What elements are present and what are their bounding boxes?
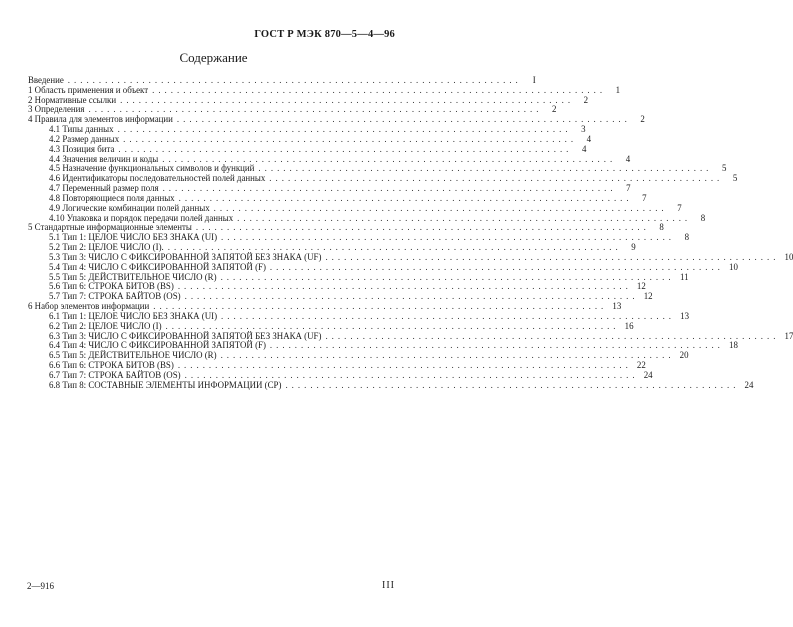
toc-entry-title: 6.4 Тип 4: ЧИСЛО С ФИКСИРОВАННОЙ ЗАПЯТОЙ (F) <box>49 340 266 351</box>
toc-leader-dots: ......................................................................... <box>269 340 724 351</box>
toc-leader-dots: ......................................................................... <box>285 379 740 390</box>
toc-entry-title: 6.3 Тип 3: ЧИСЛО С ФИКСИРОВАННОЙ ЗАПЯТОЙ БЕЗ ЗНАКА (UF) <box>49 330 322 341</box>
toc-leader-dots: ......................................................................... <box>167 242 622 253</box>
toc-leader-dots: ......................................................................... <box>221 232 676 243</box>
toc-leader-dots: ......................................................................... <box>177 281 632 292</box>
toc-leader-dots: ......................................................................... <box>165 320 620 331</box>
toc-entry-title: 6.6 Тип 6: СТРОКА БИТОВ (BS) <box>49 360 174 371</box>
toc-entry-title: 3 Определения <box>28 104 85 115</box>
toc-entry-page: 4 <box>625 153 631 164</box>
page-title: Содержание <box>179 50 248 65</box>
toc-entry-page: 24 <box>643 369 653 380</box>
toc-leader-dots: ......................................................................... <box>162 153 617 164</box>
table-of-contents <box>28 75 793 391</box>
toc-entry-title: 6 Набор элементов информации <box>28 301 150 312</box>
toc-leader-dots: ......................................................................... <box>221 310 676 321</box>
toc-leader-dots: ......................................................................... <box>152 84 607 95</box>
toc-entry-page: 18 <box>729 340 738 351</box>
toc-leader-dots: ......................................................................... <box>162 183 617 194</box>
toc-entry-title: 4.6 Идентификаторы последовательностей полей данных <box>49 173 266 184</box>
toc-entry-title: 6.8 Тип 8: СОСТАВНЫЕ ЭЛЕМЕНТЫ ИНФОРМАЦИИ (CP) <box>49 379 282 390</box>
toc-leader-dots: ......................................................................... <box>184 369 639 380</box>
toc-entry-title: 5.4 Тип 4: ЧИСЛО С ФИКСИРОВАННОЙ ЗАПЯТОЙ (F) <box>49 261 266 272</box>
toc-entry-title: 4.2 Размер данных <box>49 133 120 144</box>
toc-entry-page: 12 <box>636 281 646 292</box>
toc-entry-title: 6.5 Тип 5: ДЕЙСТВИТЕЛЬНОЕ ЧИСЛО (R) <box>49 350 217 361</box>
toc-leader-dots: ......................................................................... <box>237 212 692 223</box>
toc-entry-page: 9 <box>631 242 636 253</box>
toc-entry-title: 5.3 Тип 3: ЧИСЛО С ФИКСИРОВАННОЙ ЗАПЯТОЙ БЕЗ ЗНАКА (UF) <box>49 251 322 262</box>
toc-entry-title: 4.7 Переменный размер поля <box>49 183 159 194</box>
toc-leader-dots: ......................................................................... <box>117 124 572 135</box>
toc-entry-page: 2 <box>583 94 589 105</box>
toc-entry-page: 5 <box>732 173 738 184</box>
toc-entry-page: 5 <box>721 163 727 174</box>
toc-entry-page: I <box>532 75 536 85</box>
toc-leader-dots: ......................................................................... <box>220 271 675 282</box>
toc-entry-title: 4.1 Типы данных <box>49 124 114 135</box>
toc-entry-page: 4 <box>581 143 587 154</box>
toc-leader-dots: ......................................................................... <box>67 75 522 85</box>
toc-entry-title: 5.5 Тип 5: ДЕЙСТВИТЕЛЬНОЕ ЧИСЛО (R) <box>49 271 217 282</box>
footer-print-code: 2—916 <box>27 581 54 591</box>
toc-entry-page: 8 <box>659 222 664 233</box>
toc-entry-page: 13 <box>612 301 622 312</box>
toc-entry-title: 5.6 Тип 6: СТРОКА БИТОВ (BS) <box>49 281 174 292</box>
toc-entry-page: 12 <box>643 291 653 302</box>
toc-leader-dots: ......................................................................... <box>176 114 631 125</box>
toc-entry-title: 5.7 Тип 7: СТРОКА БАЙТОВ (OS) <box>49 291 181 302</box>
toc-leader-dots: ......................................................................... <box>178 192 633 203</box>
toc-entry-title: 6.1 Тип 1: ЦЕЛОЕ ЧИСЛО БЕЗ ЗНАКА (UI) <box>49 310 218 321</box>
toc-leader-dots: ......................................................................... <box>325 330 780 341</box>
page-number: III <box>382 580 395 591</box>
toc-entry-title: 5.2 Тип 2: ЦЕЛОЕ ЧИСЛО (I). <box>49 242 164 253</box>
toc-leader-dots: ......................................................................... <box>88 104 543 115</box>
toc-entry-page: 2 <box>640 114 645 125</box>
toc-leader-dots: ......................................................................... <box>269 173 724 184</box>
toc-entry <box>28 379 754 391</box>
toc-entry-title: 6.7 Тип 7: СТРОКА БАЙТОВ (OS) <box>49 369 181 380</box>
toc-entry-title: Введение <box>28 75 64 85</box>
document-code: ГОСТ Р МЭК 870—5—4—96 <box>254 29 395 40</box>
toc-leader-dots: ......................................................................... <box>213 202 668 213</box>
toc-entry-title: 2 Нормативные ссылки <box>28 94 117 105</box>
toc-entry-page: 10 <box>729 261 738 272</box>
toc-entry-page: 8 <box>700 212 706 223</box>
toc-entry-page: 7 <box>626 183 631 194</box>
toc-entry-title: 4 Правила для элементов информации <box>28 114 173 125</box>
toc-entry-title: 1 Область применения и объект <box>28 84 149 95</box>
toc-leader-dots: ......................................................................... <box>220 350 675 361</box>
toc-entry-page: 7 <box>642 192 647 203</box>
toc-entry-page: 3 <box>581 124 586 135</box>
toc-entry-page: 10 <box>784 251 793 262</box>
toc-entry-title: 4.10 Упаковка и порядок передачи полей данных <box>49 212 234 223</box>
toc-leader-dots: ......................................................................... <box>177 360 632 371</box>
toc-entry-page: 16 <box>624 320 634 331</box>
toc-entry-title: 6.2 Тип 2: ЦЕЛОЕ ЧИСЛО (I) <box>49 320 162 331</box>
toc-leader-dots: ......................................................................... <box>195 222 650 233</box>
toc-leader-dots: ......................................................................... <box>325 251 780 262</box>
toc-leader-dots: ......................................................................... <box>153 301 608 312</box>
toc-entry-page: 24 <box>744 379 754 390</box>
toc-entry-title: 4.9 Логические комбинации полей данных <box>49 202 210 213</box>
toc-leader-dots: ......................................................................... <box>184 291 639 302</box>
toc-entry-page: 2 <box>552 104 557 115</box>
toc-leader-dots: ......................................................................... <box>269 261 724 272</box>
toc-entry-page: 11 <box>679 271 689 282</box>
toc-leader-dots: ......................................................................... <box>123 133 578 144</box>
toc-entry-page: 13 <box>680 310 690 321</box>
toc-entry-title: 5 Стандартные информационные элементы <box>28 222 192 233</box>
toc-entry-page: 1 <box>615 84 621 95</box>
toc-entry-page: 8 <box>684 232 690 243</box>
toc-entry-title: 4.3 Позиция бита <box>49 143 115 154</box>
toc-entry-page: 20 <box>679 350 689 361</box>
toc-leader-dots: ......................................................................... <box>120 94 575 105</box>
toc-entry-page: 7 <box>677 202 682 213</box>
toc-entry-page: 22 <box>636 360 646 371</box>
toc-leader-dots: ......................................................................... <box>118 143 573 154</box>
toc-entry-page: 4 <box>586 133 592 144</box>
toc-entry-title: 4.5 Назначение функциональных символов и функций <box>49 163 255 174</box>
toc-entry-title: 5.1 Тип 1: ЦЕЛОЕ ЧИСЛО БЕЗ ЗНАКА (UI) <box>49 232 218 243</box>
toc-entry-title: 4.8 Повторяющиеся поля данных <box>49 192 175 203</box>
toc-entry-title: 4.4 Значения величин и коды <box>49 153 159 164</box>
toc-leader-dots: ......................................................................... <box>258 163 713 174</box>
toc-entry-page: 17 <box>784 330 793 341</box>
